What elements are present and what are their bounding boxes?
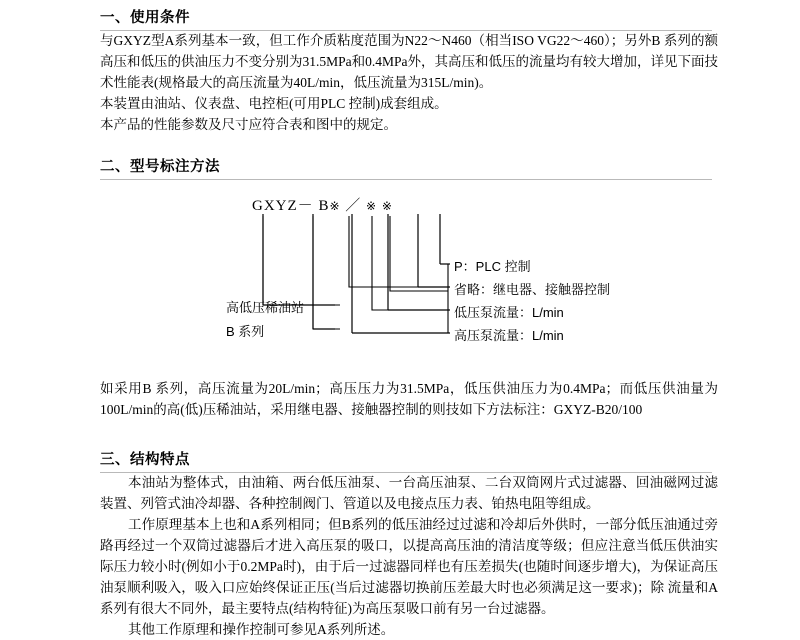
paragraph: 本产品的性能参数及尺寸应符合表和图中的规定。: [100, 117, 397, 132]
paragraph: 与GXYZ型A系列基本一致，但工作介质粘度范围为N22～N460（相当ISO VG22～460）；另外B 系列的额高压和低压的供油压力不变分别为31.5MPa和0.4MPa外，其高压和低压的流量均有较大增加，详见下面技术性能表(规格最大的高压流量为40L/min，低压流量为315L/min)。: [100, 33, 719, 90]
section-divider-2: [100, 179, 712, 180]
label-right-4: 高压泵流量：L/min: [454, 328, 564, 343]
model-code-prefix: GXYZ: [252, 198, 298, 214]
section-heading-2: 二、型号标注方法: [100, 159, 220, 175]
model-code-box1: ※: [329, 199, 341, 213]
section-1-body: [100, 30, 718, 135]
section-2-note: [100, 378, 718, 420]
paragraph: 工作原理基本上也和A系列相同；但B系列的低压油经过过滤和冷却后外供时，一部分低压油通过旁路再经过一个双筒过滤器后才进入高压泵的吸口，以提高高压油的清洁度等级；但应注意当低压供油实际压力较小时(例如小于0.2MPa时)，由于后一过滤器同样也有压差损失(也随时间逐步增大)，为保证高压油泵顺利吸入，吸入口应始终保证正压(当后过滤器切换前压差最大时也必须满足这一要求)；除 流量和A系列有很大不同外，最主要特点(结构特征)为高压泵吸口前有另一台过滤器。: [100, 517, 718, 616]
label-right-2: 省略：继电器、接触器控制: [454, 282, 611, 297]
model-code-box3: ※: [381, 199, 393, 213]
model-code-series: B: [318, 198, 330, 214]
label-right-1: P：PLC 控制: [454, 259, 531, 274]
paragraph: 如采用B 系列，高压流量为20L/min；高压压力为31.5MPa，低压供油压力为0.4MPa；而低压供油量为100L/min的高(低)压稀油站，采用继电器、接触器控制的则技如下方法标注：GXYZ-B20/100: [100, 381, 718, 417]
leader-lines-detail: [100, 186, 718, 346]
model-code-box2: ※: [366, 199, 378, 213]
section-heading-3: 三、结构特点: [100, 452, 190, 468]
label-left-2: B 系列: [226, 324, 265, 339]
section-3-body: [100, 472, 718, 640]
section-heading-1: 一、使用条件: [100, 10, 190, 26]
model-code-diagram: [100, 186, 718, 346]
paragraph: 本装置由油站、仪表盘、电控柜(可用PLC 控制)成套组成。: [100, 96, 448, 111]
paragraph: 本油站为整体式，由油箱、两台低压油泵、一台高压油泵、二台双筒网片式过滤器、回油磁网过滤装置、列管式油冷却器、各种控制阀门、管道以及电接点压力表、铂热电阻等组成。: [100, 475, 718, 511]
paragraph: 其他工作原理和操作控制可参见A系列所述。: [128, 622, 395, 637]
label-right-3: 低压泵流量：L/min: [454, 305, 564, 320]
model-code-slash: ／: [345, 198, 362, 214]
model-code-dash: －: [297, 198, 314, 214]
label-left-1: 高低压稀油站: [226, 300, 305, 315]
